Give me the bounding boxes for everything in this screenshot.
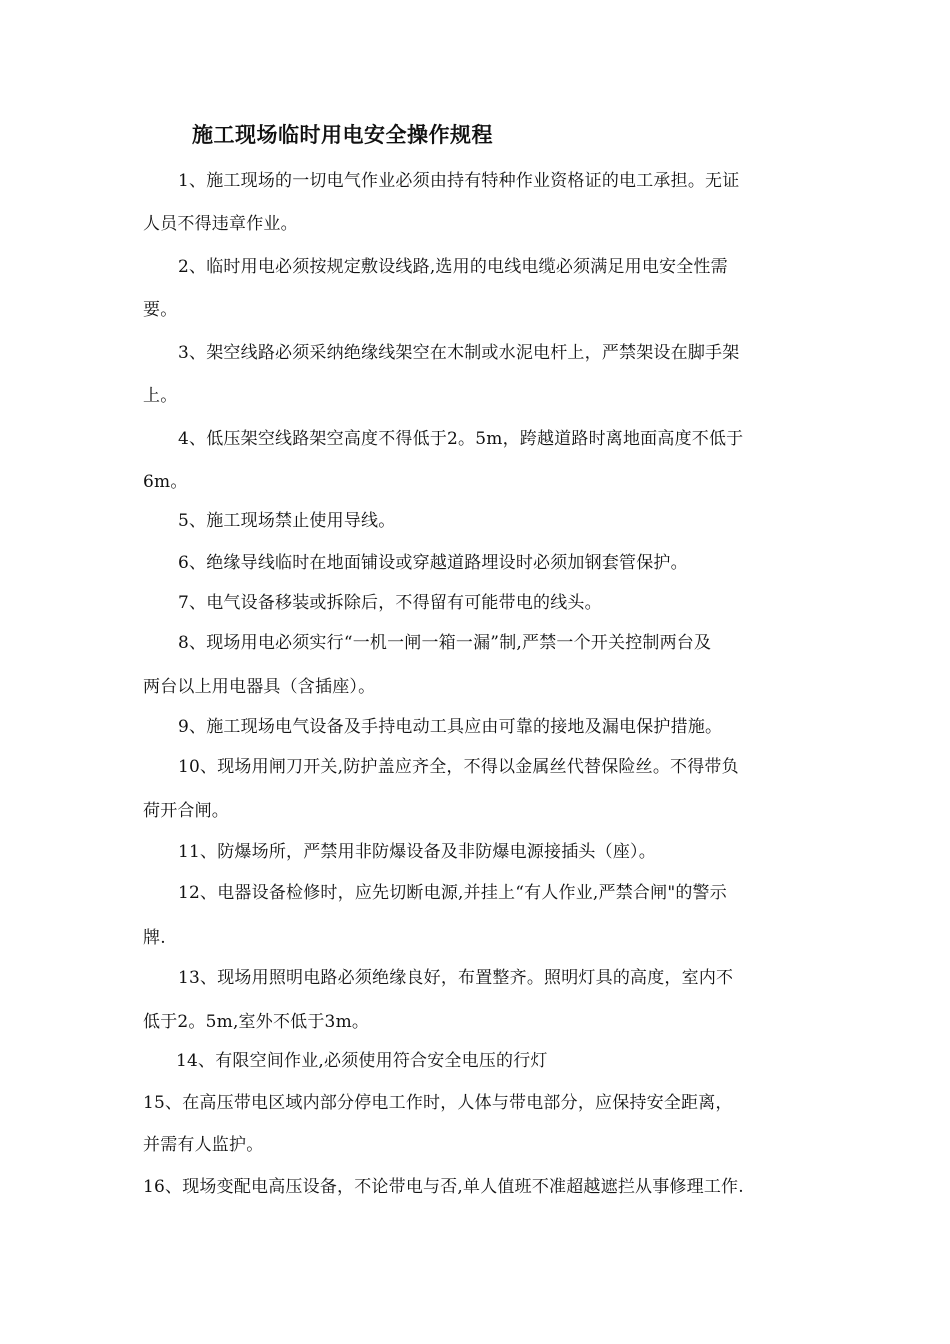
rule-2-line-2: 要。 bbox=[143, 300, 178, 320]
document-title: 施工现场临时用电安全操作规程 bbox=[192, 123, 493, 147]
rule-1-line-1: 1、施工现场的一切电气作业必须由持有特种作业资格证的电工承担。无证 bbox=[178, 171, 740, 191]
rule-11: 11、防爆场所，严禁用非防爆设备及非防爆电源接插头（座）。 bbox=[178, 842, 656, 862]
rule-8-line-1: 8、现场用电必须实行“一机一闸一箱一漏”制,严禁一个开关控制两台及 bbox=[178, 633, 712, 653]
rule-12-line-1: 12、电器设备检修时，应先切断电源,并挂上“有人作业,严禁合闸"的警示 bbox=[178, 883, 727, 903]
rule-4-line-2: 6m。 bbox=[143, 472, 188, 492]
rule-2-line-1: 2、临时用电必须按规定敷设线路,选用的电线电缆必须满足用电安全性需 bbox=[178, 257, 728, 277]
rule-10-line-2: 荷开合闸。 bbox=[143, 801, 229, 821]
rule-15-line-1: 15、在高压带电区域内部分停电工作时，人体与带电部分，应保持安全距离， bbox=[143, 1093, 733, 1113]
rule-9: 9、施工现场电气设备及手持电动工具应由可靠的接地及漏电保护措施。 bbox=[178, 717, 723, 737]
rule-3-line-2: 上。 bbox=[143, 386, 178, 406]
rule-4-line-1: 4、低压架空线路架空高度不得低于2。5m，跨越道路时离地面高度不低于 bbox=[178, 429, 744, 449]
rule-5: 5、施工现场禁止使用导线。 bbox=[178, 511, 396, 531]
rule-16: 16、现场变配电高压设备，不论带电与否,单人值班不准超越遮拦从事修理工作. bbox=[143, 1177, 744, 1197]
rule-1-line-2: 人员不得违章作业。 bbox=[143, 214, 298, 234]
rule-13-line-2: 低于2。5m,室外不低于3m。 bbox=[143, 1012, 370, 1032]
rule-15-line-2: 并需有人监护。 bbox=[143, 1135, 264, 1155]
rule-10-line-1: 10、现场用闸刀开关,防护盖应齐全，不得以金属丝代替保险丝。不得带负 bbox=[178, 757, 739, 777]
rule-3-line-1: 3、架空线路必须采纳绝缘线架空在木制或水泥电杆上，严禁架设在脚手架 bbox=[178, 343, 740, 363]
rule-13-line-1: 13、现场用照明电路必须绝缘良好，布置整齐。照明灯具的高度，室内不 bbox=[178, 968, 734, 988]
rule-14: 14、有限空间作业,必须使用符合安全电压的行灯 bbox=[176, 1051, 548, 1071]
rule-7: 7、电气设备移装或拆除后，不得留有可能带电的线头。 bbox=[178, 593, 602, 613]
rule-6: 6、绝缘导线临时在地面铺设或穿越道路埋设时必须加钢套管保护。 bbox=[178, 553, 688, 573]
rule-8-line-2: 两台以上用电器具（含插座）。 bbox=[143, 677, 376, 697]
rule-12-line-2: 牌. bbox=[143, 928, 166, 948]
